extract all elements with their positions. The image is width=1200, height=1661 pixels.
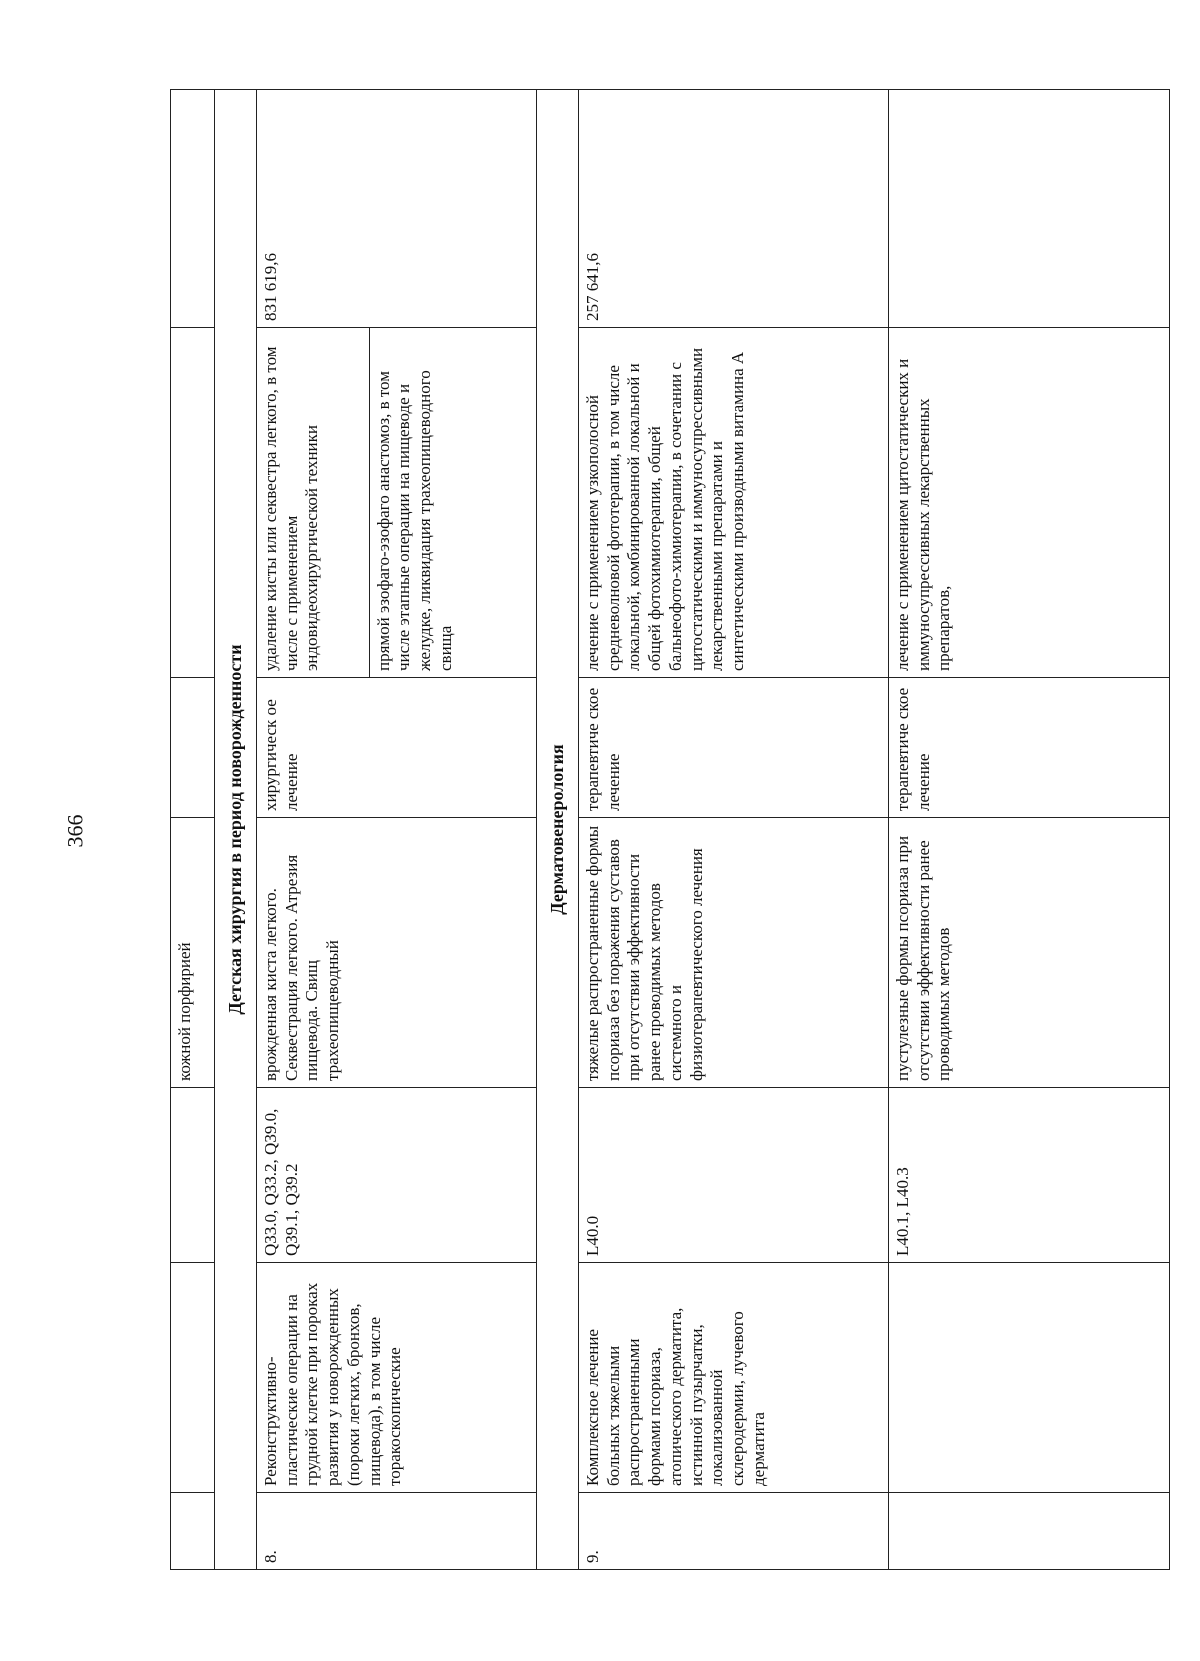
method-item: удаление кисты или секвестра легкого, в том числе с применением эндовидеохирургической техники [261, 346, 322, 671]
procedure-name: Реконструктивно-пластические операции на грудной клетке при пороках развития у новорожденных (пороки легких, бронхов, пищевода), в том числе торакоскопические [257, 1263, 537, 1493]
table-row [579, 90, 889, 1570]
cost-cell [171, 90, 215, 328]
table-row [171, 90, 215, 1570]
methods-subtable [257, 328, 536, 677]
cost-value: 257 641,6 [579, 90, 889, 328]
disease-description: пустулезные формы псориаза при отсутствии эффективности ранее проводимых методов [889, 818, 1170, 1088]
row-number: 8. [257, 1493, 537, 1570]
cost-value: 831 619,6 [257, 90, 537, 328]
treatment-method: лечение с применением цитостатических и иммуносупрессивных лекарственных препаратов, [889, 328, 1170, 678]
treatment-type: терапевтиче ское лечение [579, 678, 889, 818]
icd-codes: L40.0 [579, 1088, 889, 1263]
treatment-method: лечение с применением узкополосной средневолновой фототерапии, в том числе локальной, комбинированной локальной и общей фотохимиотерапии, общей бальнеофото-химиотерапии, в сочетании с цитостатическими и иммуносупрессивными лекарственными препаратами и синтетическими производными витамина А [579, 328, 889, 678]
method-item: прямой эзофаго-эзофаго анастомоз, в том числе этапные операции на пищеводе и желудке, ликвидация трахеопищеводного свища [369, 328, 536, 677]
table-row [889, 90, 1170, 1570]
code-cell [171, 1088, 215, 1263]
cost-value [889, 90, 1170, 328]
treatment-type: терапевтиче ское лечение [889, 678, 1170, 818]
procedure-name [889, 1263, 1170, 1493]
number-cell [171, 1493, 215, 1570]
treatment-type: хирургическ ое лечение [257, 678, 537, 818]
section-title-pediatric-surgery: Детская хирургия в период новорожденности [215, 90, 257, 1570]
treatment-methods [257, 328, 537, 678]
section-row [537, 90, 579, 1570]
section-row [215, 90, 257, 1570]
treatment-type-cell [171, 678, 215, 818]
disease-description: тяжелые распространенные формы псориаза без поражения суставов при отсутствии эффективности ранее проводимых методов системного и физиотерапевтического лечения [579, 818, 889, 1088]
procedures-table [170, 89, 1170, 1570]
disease-cell: кожной порфирией [171, 818, 215, 1088]
page-number: 366 [62, 814, 87, 847]
row-number [889, 1493, 1170, 1570]
row-number: 9. [579, 1493, 889, 1570]
table-row [257, 90, 537, 1570]
rotated-document [170, 90, 1170, 1570]
procedure-name: Комплексное лечение больных тяжелыми распространенными формами псориаза, атопического дерматита, истинной пузырчатки, локализованной склеродермии, лучевого дерматита [579, 1263, 889, 1493]
disease-description: врожденная киста легкого. Секвестрация легкого. Атрезия пищевода. Свищ трахеопищеводный [257, 818, 537, 1088]
method-cell [171, 328, 215, 678]
section-title-dermatovenereology: Дерматовенерология [537, 90, 579, 1570]
icd-codes: Q33.0, Q33.2, Q39.0, Q39.1, Q39.2 [257, 1088, 537, 1263]
name-cell [171, 1263, 215, 1493]
icd-codes: L40.1, L40.3 [889, 1088, 1170, 1263]
